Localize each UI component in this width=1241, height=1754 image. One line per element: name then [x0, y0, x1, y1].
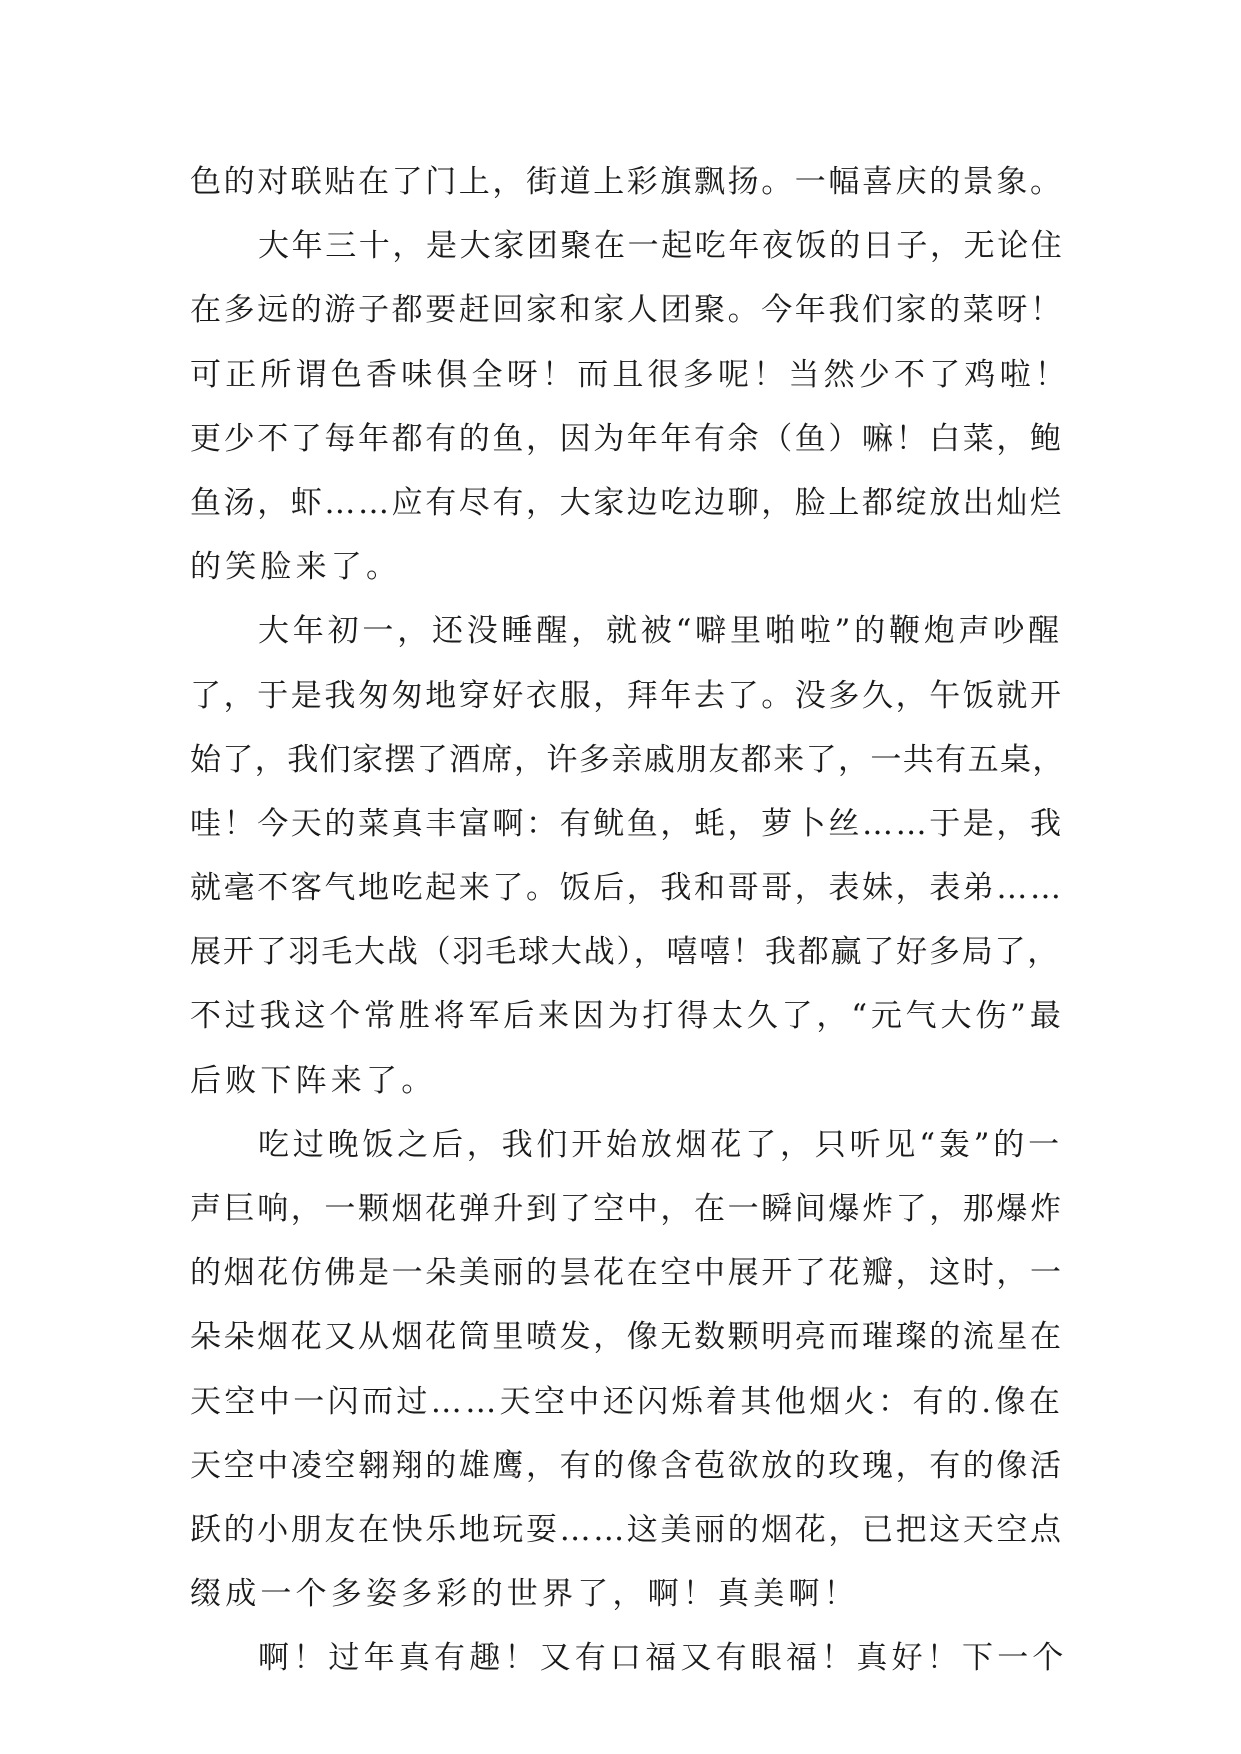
- text-line: 展开了羽毛大战（羽毛球大战），嘻嘻！我都赢了好多局了，: [190, 934, 1061, 971]
- text-line: 大年三十，是大家团聚在一起吃年夜饭的日子，无论住: [258, 228, 1065, 265]
- text-line: 不过我这个常胜将军后来因为打得太久了，“元气大伤”最: [190, 998, 1065, 1035]
- text-line: 鱼汤，虾……应有尽有，大家边吃边聊，脸上都绽放出灿烂: [190, 484, 1064, 521]
- text-line: 在多远的游子都要赶回家和家人团聚。今年我们家的菜呀！: [190, 292, 1064, 329]
- document-body-text: [190, 150, 1070, 1691]
- text-line: 声巨响，一颗烟花弹升到了空中，在一瞬间爆炸了，那爆炸: [190, 1191, 1064, 1227]
- text-line: 始了，我们家摆了酒席，许多亲戚朋友都来了，一共有五桌，: [190, 741, 1065, 778]
- text-line: 后败下阵来了。: [190, 1062, 437, 1099]
- text-line: 色的对联贴在了门上，街道上彩旗飘扬。一幅喜庆的景象。: [190, 164, 1064, 200]
- text-line: 缀成一个多姿多彩的世界了，啊！真美啊！: [190, 1576, 859, 1613]
- text-line: 啊！过年真有趣！又有口福又有眼福！真好！下一个: [258, 1640, 1068, 1677]
- text-line: 的笑脸来了。: [190, 549, 402, 586]
- text-line: 天空中一闪而过……天空中还闪烁着其他烟火：有的.像在: [190, 1383, 1064, 1420]
- text-line: 大年初一，还没睡醒，就被“噼里啪啦”的鞭炮声吵醒: [258, 613, 1063, 650]
- text-line: 了，于是我匆匆地穿好衣服，拜年去了。没多久，午饭就开: [190, 677, 1064, 714]
- text-line: 朵朵烟花又从烟花筒里喷发，像无数颗明亮而璀璨的流星在: [190, 1319, 1064, 1356]
- text-line: 就毫不客气地吃起来了。饭后，我和哥哥，表妹，表弟……: [190, 870, 1064, 907]
- text-line: 的烟花仿佛是一朵美丽的昙花在空中展开了花瓣，这时，一: [190, 1255, 1064, 1292]
- text-line: 天空中凌空翱翔的雄鹰，有的像含苞欲放的玫瑰，有的像活: [190, 1447, 1064, 1484]
- text-line: 吃过晚饭之后，我们开始放烟花了，只听见“轰”的一: [258, 1126, 1063, 1163]
- text-line: 更少不了每年都有的鱼，因为年年有余（鱼）嘛！白菜，鲍: [190, 420, 1064, 457]
- text-line: 跃的小朋友在快乐地玩耍……这美丽的烟花，已把这天空点: [190, 1511, 1064, 1548]
- text-line: 可正所谓色香味俱全呀！而且很多呢！当然少不了鸡啦！: [190, 356, 1070, 393]
- text-line: 哇！今天的菜真丰富啊：有鱿鱼，蚝，萝卜丝……于是，我: [190, 805, 1064, 842]
